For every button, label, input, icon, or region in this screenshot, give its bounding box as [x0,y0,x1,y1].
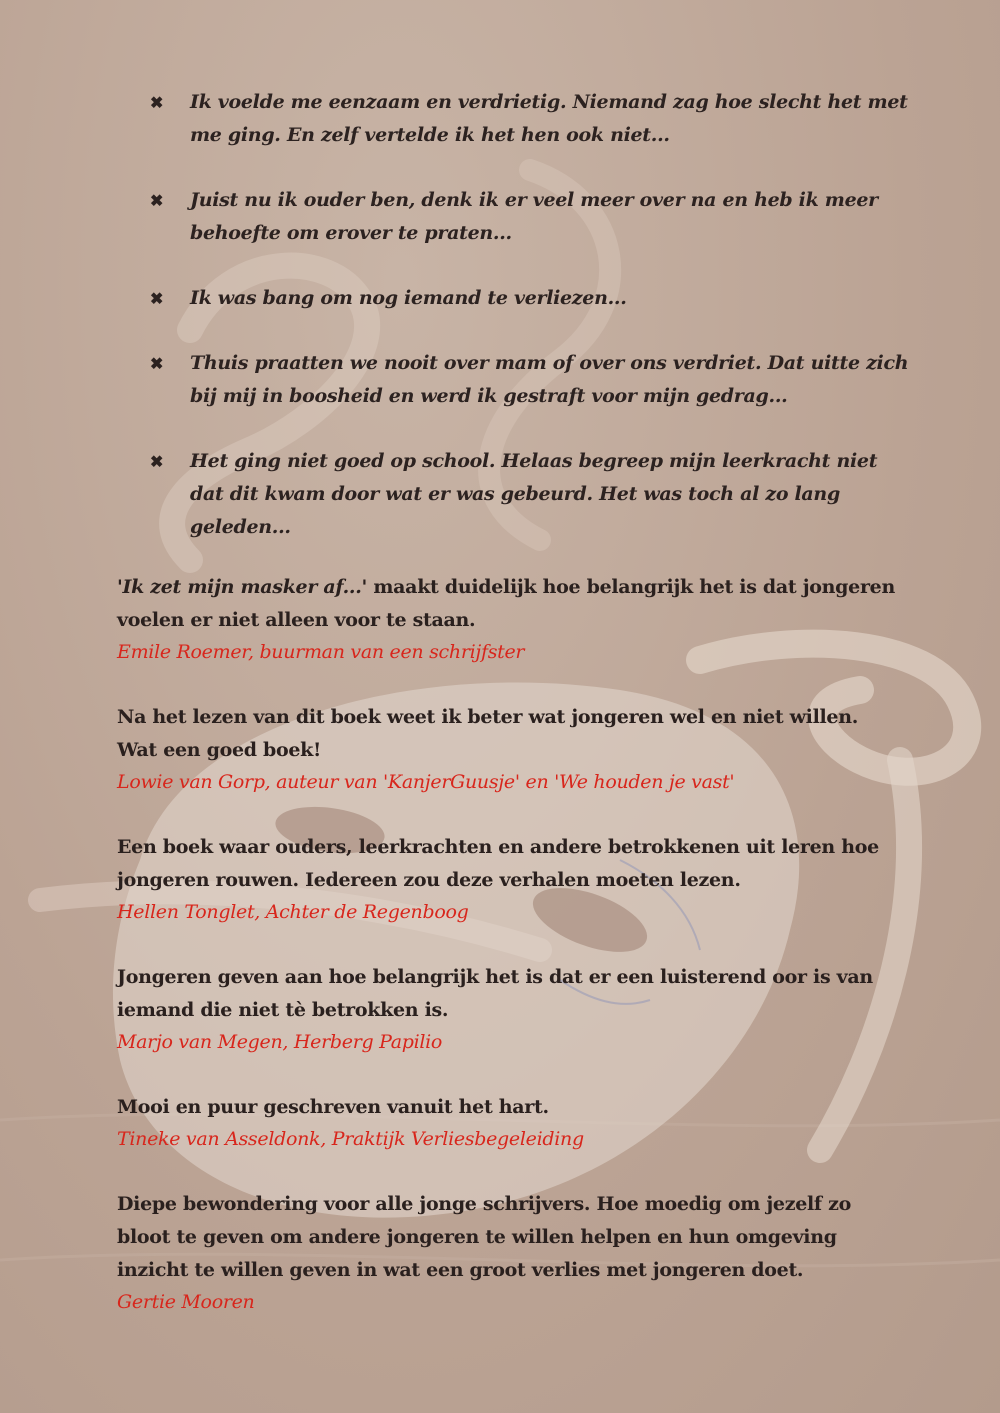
bullet-text: Thuis praatten we nooit over mam of over ons verdriet. Dat uitte zich bij mij in boosheid en werd ik gestraft voor mijn gedrag... [190,352,909,407]
x-mark-icon: ✖ [150,289,164,308]
review-quote [117,1091,897,1155]
bullet-text: Juist nu ik ouder ben, denk ik er veel meer over na en heb ik meer behoefte om erover te praten... [190,189,878,244]
review-quote [117,701,897,798]
bullet-item [150,445,910,544]
quote-body: maakt duidelijk hoe belangrijk het is dat jongeren voelen er niet alleen voor te staan. [117,576,895,631]
review-quote [117,1188,897,1318]
quote-author: Lowie van Gorp, auteur van 'KanjerGuusje' en 'We houden je vast' [117,771,735,793]
bullet-item [150,347,910,413]
quote-text: Een boek waar ouders, leerkrachten en andere betrokkenen uit leren hoe jongeren rouwen. Iedereen zou deze verhalen moeten lezen. [117,836,879,891]
quote-author: Marjo van Megen, Herberg Papilio [117,1031,443,1053]
bullet-item [150,184,910,250]
review-quotes [117,571,897,1351]
quote-text: Diepe bewondering voor alle jonge schrijvers. Hoe moedig om jezelf zo bloot te geven om andere jongeren te willen helpen en hun omgeving inzicht te willen geven in wat een groot verlies met jongeren doet. [117,1193,851,1281]
quote-author: Emile Roemer, buurman van een schrijfster [117,641,525,663]
quote-text [117,571,897,637]
quote-author: Tineke van Asseldonk, Praktijk Verliesbegeleiding [117,1128,584,1150]
bullet-list [150,86,910,576]
x-mark-icon: ✖ [150,354,164,373]
bullet-text: Ik voelde me eenzaam en verdrietig. Niemand zag hoe slecht het met me ging. En zelf vertelde ik het hen ook niet... [190,91,908,146]
quote-text: Mooi en puur geschreven vanuit het hart. [117,1096,549,1118]
quote-text: Jongeren geven aan hoe belangrijk het is dat er een luisterend oor is van iemand die niet tè betrokken is. [117,966,873,1021]
bullet-text: Ik was bang om nog iemand te verliezen... [190,287,627,309]
x-mark-icon: ✖ [150,452,164,471]
x-mark-icon: ✖ [150,93,164,112]
book-title: 'Ik zet mijn masker af...' [117,576,368,598]
review-quote [117,961,897,1058]
bullet-item [150,86,910,152]
quote-text: Na het lezen van dit boek weet ik beter wat jongeren wel en niet willen. Wat een goed boek! [117,706,859,761]
x-mark-icon: ✖ [150,191,164,210]
bullet-item [150,282,910,315]
quote-author: Hellen Tonglet, Achter de Regenboog [117,901,469,923]
review-quote [117,571,897,668]
review-quote [117,831,897,928]
quote-author: Gertie Mooren [117,1291,255,1313]
bullet-text: Het ging niet goed op school. Helaas begreep mijn leerkracht niet dat dit kwam door wat er was gebeurd. Het was toch al zo lang geleden... [190,450,878,538]
